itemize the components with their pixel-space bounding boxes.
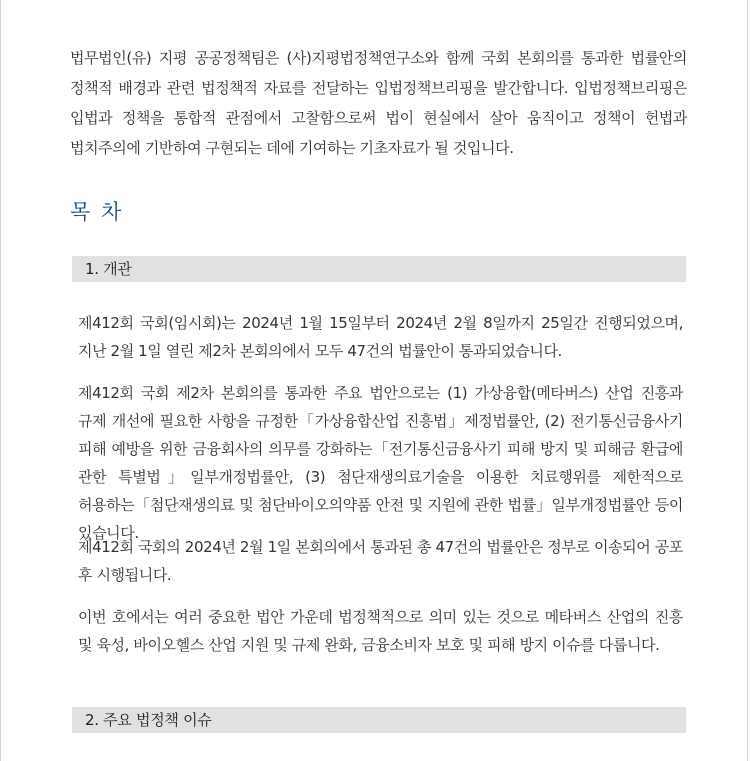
toc-title: 목 차 — [70, 200, 124, 224]
section-heading-key-issues: 2. 주요 법정책 이슈 — [72, 707, 686, 733]
overview-paragraph-2: 제412회 국회 제2차 본회의를 통과한 주요 법안으로는 (1) 가상융합(메타버스) 산업 진흥과 규제 개선에 필요한 사항을 규정한「가상융합산업 진흥법」제정법률안, (2) 전기통신금융사기 피해 예방을 위한 금융회사의 의무를 강화하는「전기통신금융사기 피해 방지 및 피해금 환급에 관한 특별법」일부개정법률안, (3) 첨단재생의료기술을 이용한 치료행위를 제한적으로 허용하는「첨단재생의료 및 첨단바이오의약품 안전 및 지원에 관한 법률」일부개정법률안 등이 있습니다. — [78, 384, 683, 542]
section-heading-overview: 1. 개관 — [72, 256, 686, 282]
intro-paragraph: 법무법인(유) 지평 공공정책팀은 (사)지평법정책연구소와 함께 국회 본회의를 통과한 법률안의 정책적 배경과 관련 법정책적 자료를 전달하는 입법정책브리핑을 발간합니다. 입법정책브리핑은 입법과 정책을 통합적 관점에서 고찰함으로써 법이 현실에서 살아 움직이고 정책이 헌법과 법치주의에 기반하여 구현되는 데에 기여하는 기초자료가 될 것입니다. — [70, 49, 687, 157]
overview-paragraph-3: 제412회 국회의 2024년 2월 1일 본회의에서 통과된 총 47건의 법률안은 정부로 이송되어 공포 후 시행됩니다. — [78, 538, 683, 584]
overview-paragraph-4: 이번 호에서는 여러 중요한 법안 가운데 법정책적으로 의미 있는 것으로 메타버스 산업의 진흥 및 육성, 바이오헬스 산업 지원 및 규제 완화, 금융소비자 보호 및 피해 방지 이슈를 다룹니다. — [78, 608, 683, 654]
overview-paragraph-1: 제412회 국회(임시회)는 2024년 1월 15일부터 2024년 2월 8일까지 25일간 진행되었으며, 지난 2월 1일 열린 제2차 본회의에서 모두 47건의 법률안이 통과되었습니다. — [78, 314, 683, 360]
